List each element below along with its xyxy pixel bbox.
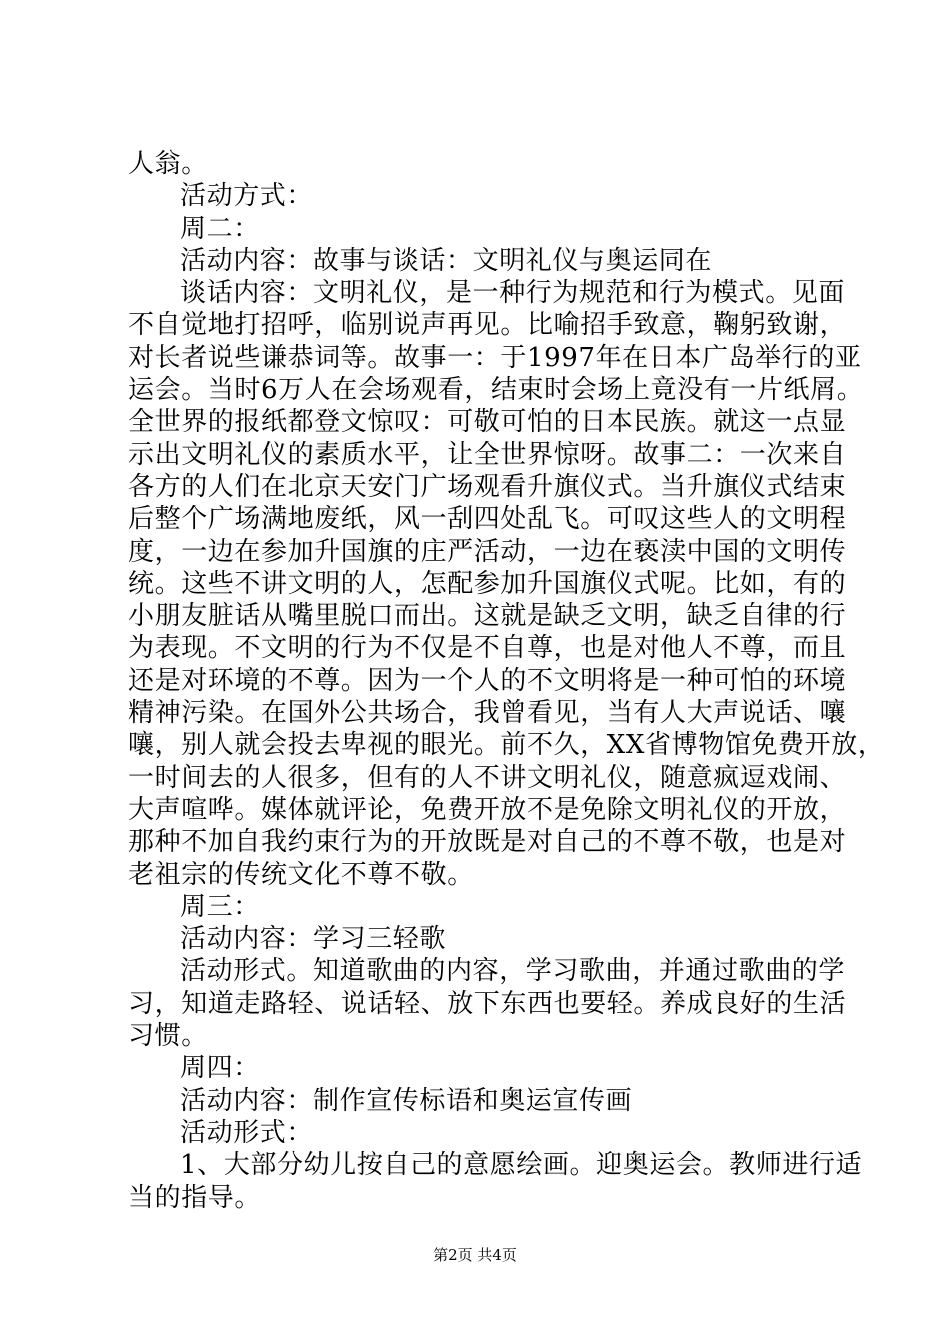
text-line: 活动内容：制作宣传标语和奥运宣传画 — [180, 1085, 633, 1116]
text-line: 还是对环境的不尊。因为一个人的不文明将是一种可怕的环境 — [128, 665, 847, 696]
text-line: 示出文明礼仪的素质水平，让全世界惊呀。故事二：一次来自 — [128, 439, 847, 470]
text-line: 统。这些不讲文明的人，怎配参加升国旗仪式呢。比如，有的 — [128, 568, 847, 599]
text-line: 谈话内容：文明礼仪，是一种行为规范和行为模式。见面 — [180, 278, 846, 309]
text-line: 活动形式。知道歌曲的内容，学习歌曲，并通过歌曲的学 — [180, 956, 846, 987]
text-line: 对长者说些谦恭词等。故事一：于1997年在日本广岛举行的亚 — [128, 342, 862, 373]
text-line: 周三： — [180, 891, 260, 922]
text-line: 小朋友脏话从嘴里脱口而出。这就是缺乏文明，缺乏自律的行 — [128, 601, 847, 632]
text-line: 为表现。不文明的行为不仅是不自尊，也是对他人不尊，而且 — [128, 633, 847, 664]
text-line: 度，一边在参加升国旗的庄严活动，一边在亵渎中国的文明传 — [128, 536, 847, 567]
text-line: 大声喧哗。媒体就评论，免费开放不是免除文明礼仪的开放， — [128, 794, 847, 825]
text-line: 习惯。 — [128, 1021, 208, 1052]
text-line: 周四： — [180, 1053, 260, 1084]
text-line: 老祖宗的传统文化不尊不敬。 — [128, 859, 474, 890]
text-line: 全世界的报纸都登文惊叹：可敬可怕的日本民族。就这一点显 — [128, 407, 847, 438]
text-line: 精神污染。在国外公共场合，我曾看见，当有人大声说话、嚷 — [128, 698, 847, 729]
text-line: 人翁。 — [128, 149, 208, 179]
text-line: 后整个广场满地废纸，风一刮四处乱飞。可叹这些人的文明程 — [128, 504, 847, 535]
text-line: 活动内容：学习三轻歌 — [180, 924, 447, 955]
text-line: 各方的人们在北京天安门广场观看升旗仪式。当升旗仪式结束 — [128, 471, 847, 502]
document-body — [128, 148, 885, 1214]
text-line: 当的指导。 — [128, 1182, 262, 1213]
text-line: 1、大部分幼儿按自己的意愿绘画。迎奥运会。教师进行适 — [180, 1150, 863, 1181]
text-line: 周二： — [180, 213, 260, 244]
text-line: 那种不加自我约束行为的开放既是对自己的不尊不敬，也是对 — [128, 827, 847, 858]
text-line: 活动方式： — [180, 181, 314, 212]
text-line: 活动内容：故事与谈话：文明礼仪与奥运同在 — [180, 245, 713, 276]
text-line: 不自觉地打招呼，临别说声再见。比喻招手致意，鞠躬致谢， — [128, 310, 847, 341]
text-line: 运会。当时6万人在会场观看，结束时会场上竟没有一片纸屑。 — [128, 375, 864, 406]
text-line: 活动形式： — [180, 1117, 314, 1148]
text-line: 习，知道走路轻、说话轻、放下东西也要轻。养成良好的生活 — [128, 988, 847, 1019]
page-footer: 第2页 共4页 — [433, 1246, 517, 1264]
text-line: 一时间去的人很多，但有的人不讲文明礼仪，随意疯逗戏闹、 — [128, 762, 847, 793]
text-line: 嚷，别人就会投去卑视的眼光。前不久，XX省博物馆免费开放， — [128, 730, 885, 761]
